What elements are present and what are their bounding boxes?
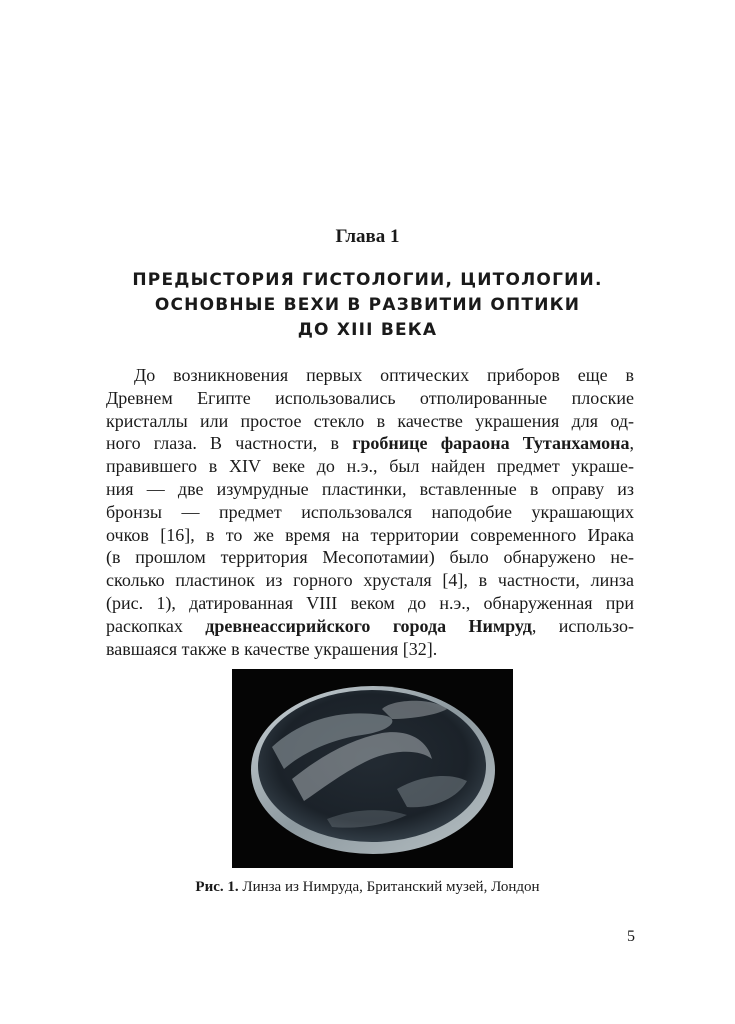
caption-text: Линза из Нимруда, Британский музей, Лондон xyxy=(238,879,540,895)
text-line: До возникновения первых оптических приборов еще в xyxy=(134,365,634,385)
chapter-title xyxy=(100,268,635,343)
text-line: вавшаяся также в качестве украшения [32]. xyxy=(106,638,438,659)
nimrud-lens-photo xyxy=(232,669,513,868)
text-segment: , использо- xyxy=(531,615,634,636)
text-line: Древнем Египте использовались отполированные плоские xyxy=(106,387,634,408)
chapter-title-line: ОСНОВНЫЕ ВЕХИ В РАЗВИТИИ ОПТИКИ xyxy=(154,295,581,315)
text-segment: раскопках xyxy=(106,615,206,636)
text-segment: , xyxy=(629,433,634,454)
text-line xyxy=(106,615,634,638)
text-line: очков [16], в то же время на территории современного Ирака xyxy=(106,524,634,545)
text-line: бронзы — предмет использовался наподобие украшающих xyxy=(106,501,634,522)
lens-illustration xyxy=(232,669,513,868)
text-line: кристаллы или простое стекло в качестве украшения для од- xyxy=(106,410,634,431)
chapter-title-line: ПРЕДЫСТОРИЯ ГИСТОЛОГИИ, ЦИТОЛОГИИ. xyxy=(132,270,603,290)
emphasis-tutankhamun: гробнице фараона Тутанхамона xyxy=(352,433,630,454)
emphasis-nimrud: древнеассирийского города Нимруд xyxy=(205,615,532,636)
caption-label: Рис. 1. xyxy=(195,879,239,895)
chapter-title-line: ДО XIII ВЕКА xyxy=(297,320,438,340)
text-line xyxy=(106,432,634,455)
chapter-label: Глава 1 xyxy=(335,226,400,247)
body-paragraph xyxy=(106,364,634,660)
figure-caption xyxy=(0,879,735,896)
text-line: правившего в XIV веке до н.э., был найден предмет украше- xyxy=(106,456,634,477)
text-line: сколько пластинок из горного хрусталя [4], в частности, линза xyxy=(106,570,634,591)
page-number: 5 xyxy=(627,928,635,945)
text-segment: ного глаза. В частности, в xyxy=(106,433,353,454)
text-line: ния — две изумрудные пластинки, вставленные в оправу из xyxy=(106,478,634,499)
text-line: (рис. 1), датированная VIII веком до н.э., обнаруженная при xyxy=(106,592,634,613)
text-line: (в прошлом территория Месопотамии) было обнаружено не- xyxy=(106,547,634,568)
